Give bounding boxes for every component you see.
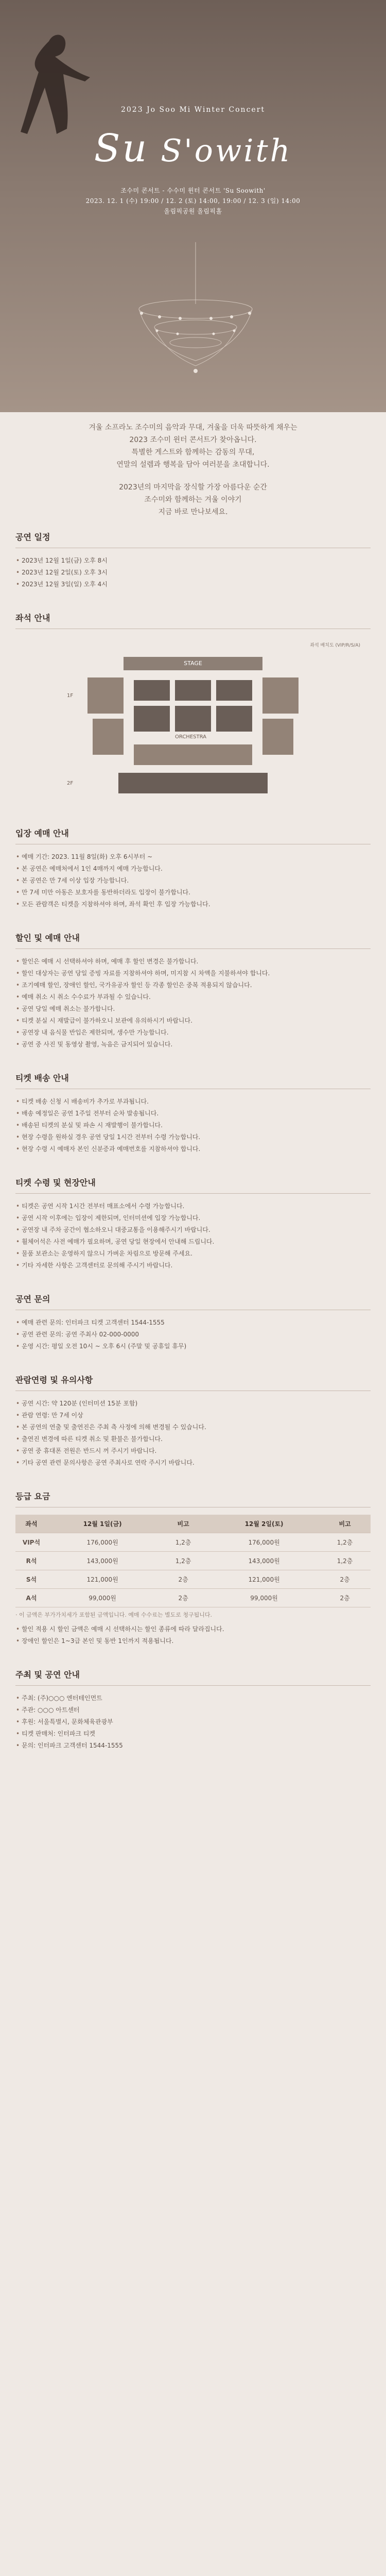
admission-title: 입장 예매 안내 (15, 828, 69, 838)
intro-line: 2023 조수미 윈터 콘서트가 찾아옵니다. (129, 436, 257, 444)
intro-paragraph-2 (0, 481, 386, 518)
access-list (15, 1201, 371, 1270)
schedule-title: 공연 일정 (15, 532, 50, 542)
list-item: • 만 7세 미만 아동은 보호자를 동반하더라도 입장이 불가합니다. (22, 887, 371, 897)
delivery-title: 티켓 배송 안내 (15, 1073, 69, 1083)
intro-line: 연말의 설렘과 행복을 담아 여러분을 초대합니다. (116, 461, 270, 469)
list-item: • 티켓 분실 시 재발급이 불가하오니 보관에 유의하시기 바랍니다. (22, 1015, 371, 1026)
seat-block (216, 706, 252, 732)
table-header: 비고 (157, 1515, 209, 1533)
list-item: • 티켓 판매처: 인터파크 티켓 (22, 1728, 371, 1739)
stage-label: STAGE (124, 657, 262, 670)
list-item: • 예매 기간: 2023. 11월 8일(화) 오후 6시부터 ~ (22, 852, 371, 862)
table-header: 12월 2일(토) (209, 1515, 319, 1533)
list-item: • 배송 예정일은 공연 1주일 전부터 순차 발송됩니다. (22, 1108, 371, 1118)
list-item: • 본 공연의 연출 및 출연진은 주최 측 사정에 의해 변경될 수 있습니다. (22, 1422, 371, 1432)
admission-section (15, 815, 371, 919)
table-cell: 143,000원 (47, 1552, 157, 1570)
seatmap-section (15, 599, 371, 815)
intro-paragraph-1 (0, 421, 386, 471)
hero-info-line2: 2023. 12. 1 (수) 19:00 / 12. 2 (토) 14:00, 19:00 / 12. 3 (일) 14:00 (85, 197, 301, 205)
list-item: • 할인 적용 시 할인 금액은 예매 시 선택하시는 할인 종류에 따라 달라집니다. (22, 1624, 371, 1634)
table-cell: 2층 (157, 1570, 209, 1589)
access-section (15, 1164, 371, 1280)
list-item: • 장애인 할인은 1~3급 본인 및 동반 1인까지 적용됩니다. (22, 1636, 371, 1646)
seat-block (134, 744, 252, 765)
intro-line: 겨울 소프라노 조수미의 음악과 무대, 겨울을 더욱 따뜻하게 채우는 (89, 423, 297, 432)
list-item: • 할인 대상자는 공연 당일 증빙 자료를 지참하셔야 하며, 미지참 시 차액을 지불하셔야 합니다. (22, 968, 371, 978)
table-cell: 176,000원 (209, 1533, 319, 1552)
table-cell: 176,000원 (47, 1533, 157, 1552)
table-cell: 1,2층 (319, 1533, 371, 1552)
hero-info-line1: 조수미 콘서트 - 수수미 윈터 콘서트 'Su Soowith' (120, 187, 266, 194)
intro-line: 지금 바로 만나보세요. (158, 508, 228, 516)
list-item: • 주관: ○○○ 아트센터 (22, 1705, 371, 1715)
list-item: • 공연 시작 이후에는 입장이 제한되며, 인터미션에 입장 가능합니다. (22, 1213, 371, 1223)
hero-title (0, 126, 386, 171)
table-cell: 99,000원 (47, 1589, 157, 1607)
seat-block (262, 677, 299, 714)
table-row (15, 1570, 371, 1589)
list-item: • 현장 수령 시 예매자 본인 신분증과 예매번호를 지참하셔야 합니다. (22, 1144, 371, 1154)
list-item: • 배송된 티켓의 분실 및 파손 시 재발행이 불가합니다. (22, 1120, 371, 1130)
hero-title-b: S'owith (161, 133, 292, 169)
list-item: • 할인은 예매 시 선택하셔야 하며, 예매 후 할인 변경은 불가합니다. (22, 956, 371, 967)
table-header: 12월 1일(금) (47, 1515, 157, 1533)
chandelier-illustration (118, 242, 273, 397)
table-cell: S석 (15, 1570, 47, 1589)
caution-list (15, 1398, 371, 1468)
list-item: • 기타 공연 관련 문의사항은 공연 주최사로 연락 주시기 바랍니다. (22, 1458, 371, 1468)
list-item: • 본 공연은 예매처에서 1인 4매까지 예매 가능합니다. (22, 863, 371, 874)
list-item: • 모든 관람객은 티켓을 지참하셔야 하며, 좌석 확인 후 입장 가능합니다. (22, 899, 371, 909)
seat-map (15, 636, 371, 806)
price-title: 등급 요금 (15, 1492, 50, 1501)
table-cell: VIP석 (15, 1533, 47, 1552)
seat-block (93, 719, 124, 755)
price-extra-list (15, 1624, 371, 1646)
table-cell: 121,000원 (209, 1570, 319, 1589)
organizer-list (15, 1693, 371, 1751)
list-item: • 공연 중 휴대폰 전원은 반드시 꺼 주시기 바랍니다. (22, 1446, 371, 1456)
table-row (15, 1552, 371, 1570)
hero-banner (0, 0, 386, 412)
seat-block (175, 706, 211, 732)
list-item: • 티켓 배송 신청 시 배송비가 추가로 부과됩니다. (22, 1096, 371, 1107)
organizer-section (15, 1656, 371, 1760)
table-header: 비고 (319, 1515, 371, 1533)
list-item: • 2023년 12월 3일(일) 오후 4시 (22, 579, 371, 589)
caution-title: 관람연령 및 유의사항 (15, 1375, 93, 1385)
seat-block (134, 706, 170, 732)
hero-title-a: Su (94, 126, 149, 171)
list-item: • 2023년 12월 2일(토) 오후 3시 (22, 567, 371, 578)
list-item: • 예매 취소 시 취소 수수료가 부과될 수 있습니다. (22, 992, 371, 1002)
price-table (15, 1515, 371, 1607)
price-note: · 이 금액은 부가가치세가 포함된 금액입니다. 예매 수수료는 별도로 청구됩니다. (15, 1612, 212, 1618)
table-cell: R석 (15, 1552, 47, 1570)
caution-section (15, 1361, 371, 1478)
table-row (15, 1533, 371, 1552)
table-cell: 2층 (157, 1589, 209, 1607)
list-item: • 휠체어석은 사전 예매가 필요하며, 공연 당일 현장에서 안내해 드립니다. (22, 1236, 371, 1247)
admission-list (15, 852, 371, 909)
contact-section (15, 1280, 371, 1361)
table-header-row (15, 1515, 371, 1533)
seat-block (118, 773, 268, 793)
list-item: • 공연 시간: 약 120분 (인터미션 15분 포함) (22, 1398, 371, 1409)
organizer-title: 주최 및 공연 안내 (15, 1670, 80, 1680)
delivery-list (15, 1096, 371, 1154)
table-cell: 143,000원 (209, 1552, 319, 1570)
list-item: • 문의: 인터파크 고객센터 1544-1555 (22, 1740, 371, 1751)
seatmap-legend: 좌석 배치도 (VIP/R/S/A) (310, 643, 360, 648)
table-cell: 2층 (319, 1589, 371, 1607)
intro-line: 2023년의 마지막을 장식할 가장 아름다운 순간 (119, 483, 267, 492)
table-cell: 1,2층 (157, 1552, 209, 1570)
intro-section (0, 412, 386, 518)
list-item: • 예매 관련 문의: 인터파크 티켓 고객센터 1544-1555 (22, 1317, 371, 1328)
list-item: • 물품 보관소는 운영하지 않으니 가벼운 차림으로 방문해 주세요. (22, 1248, 371, 1259)
list-item: • 공연 관련 문의: 공연 주최사 02-000-0000 (22, 1329, 371, 1340)
list-item: • 관람 연령: 만 7세 이상 (22, 1410, 371, 1420)
table-cell: 1,2층 (319, 1552, 371, 1570)
seat-block (87, 677, 124, 714)
floor-2-label: 2F (67, 781, 74, 786)
table-cell: 2층 (319, 1570, 371, 1589)
intro-line: 특별한 게스트와 함께하는 감동의 무대, (131, 448, 255, 456)
list-item: • 기타 자세한 사항은 고객센터로 문의해 주시기 바랍니다. (22, 1260, 371, 1270)
orchestra-label: ORCHESTRA (175, 734, 206, 740)
divider (15, 1685, 371, 1686)
table-cell: 99,000원 (209, 1589, 319, 1607)
access-title: 티켓 수령 및 현장안내 (15, 1178, 96, 1188)
price-section (15, 1478, 371, 1656)
notice-section (15, 919, 371, 1059)
table-cell: 1,2층 (157, 1533, 209, 1552)
table-row (15, 1589, 371, 1607)
delivery-section (15, 1059, 371, 1164)
list-item: • 조기예매 할인, 장애인 할인, 국가유공자 할인 등 각종 할인은 중복 적용되지 않습니다. (22, 980, 371, 990)
table-cell: A석 (15, 1589, 47, 1607)
floor-1-label: 1F (67, 693, 74, 699)
seat-block (134, 680, 170, 701)
seatmap-title: 좌석 안내 (15, 613, 50, 623)
list-item: • 운영 시간: 평일 오전 10시 ~ 오후 6시 (주말 및 공휴일 휴무) (22, 1341, 371, 1351)
hero-info (0, 185, 386, 216)
list-item: • 공연 중 사진 및 동영상 촬영, 녹음은 금지되어 있습니다. (22, 1039, 371, 1049)
list-item: • 공연장 내 주차 공간이 협소하오니 대중교통을 이용해주시기 바랍니다. (22, 1225, 371, 1235)
hero-info-line3: 올림픽공원 올림픽홀 (164, 208, 222, 215)
divider (15, 948, 371, 949)
table-header: 좌석 (15, 1515, 47, 1533)
list-item: • 출연진 변경에 따른 티켓 취소 및 환불은 불가합니다. (22, 1434, 371, 1444)
seat-block (175, 680, 211, 701)
list-item: • 티켓은 공연 시작 1시간 전부터 매표소에서 수령 가능합니다. (22, 1201, 371, 1211)
intro-line: 조수미와 함께하는 겨울 이야기 (144, 496, 242, 504)
notice-title: 할인 및 예매 안내 (15, 933, 80, 943)
list-item: • 본 공연은 만 7세 이상 입장 가능합니다. (22, 875, 371, 886)
list-item: • 2023년 12월 1일(금) 오후 8시 (22, 555, 371, 566)
notice-list (15, 956, 371, 1049)
divider (15, 1193, 371, 1194)
list-item: • 공연 당일 예매 취소는 불가합니다. (22, 1004, 371, 1014)
list-item: • 현장 수령을 원하실 경우 공연 당일 1시간 전부터 수령 가능합니다. (22, 1132, 371, 1142)
contact-list (15, 1317, 371, 1351)
table-cell: 121,000원 (47, 1570, 157, 1589)
list-item: • 주최: (주)○○○ 엔터테인먼트 (22, 1693, 371, 1703)
hero-kicker: 2023 Jo Soo Mi Winter Concert (120, 106, 266, 114)
seat-block (216, 680, 252, 701)
seat-block (262, 719, 293, 755)
contact-title: 공연 문의 (15, 1294, 50, 1304)
list-item: • 후원: 서울특별시, 문화체육관광부 (22, 1717, 371, 1727)
schedule-list (15, 555, 371, 589)
schedule-section (15, 518, 371, 599)
list-item: • 공연장 내 음식물 반입은 제한되며, 생수만 가능합니다. (22, 1027, 371, 1038)
